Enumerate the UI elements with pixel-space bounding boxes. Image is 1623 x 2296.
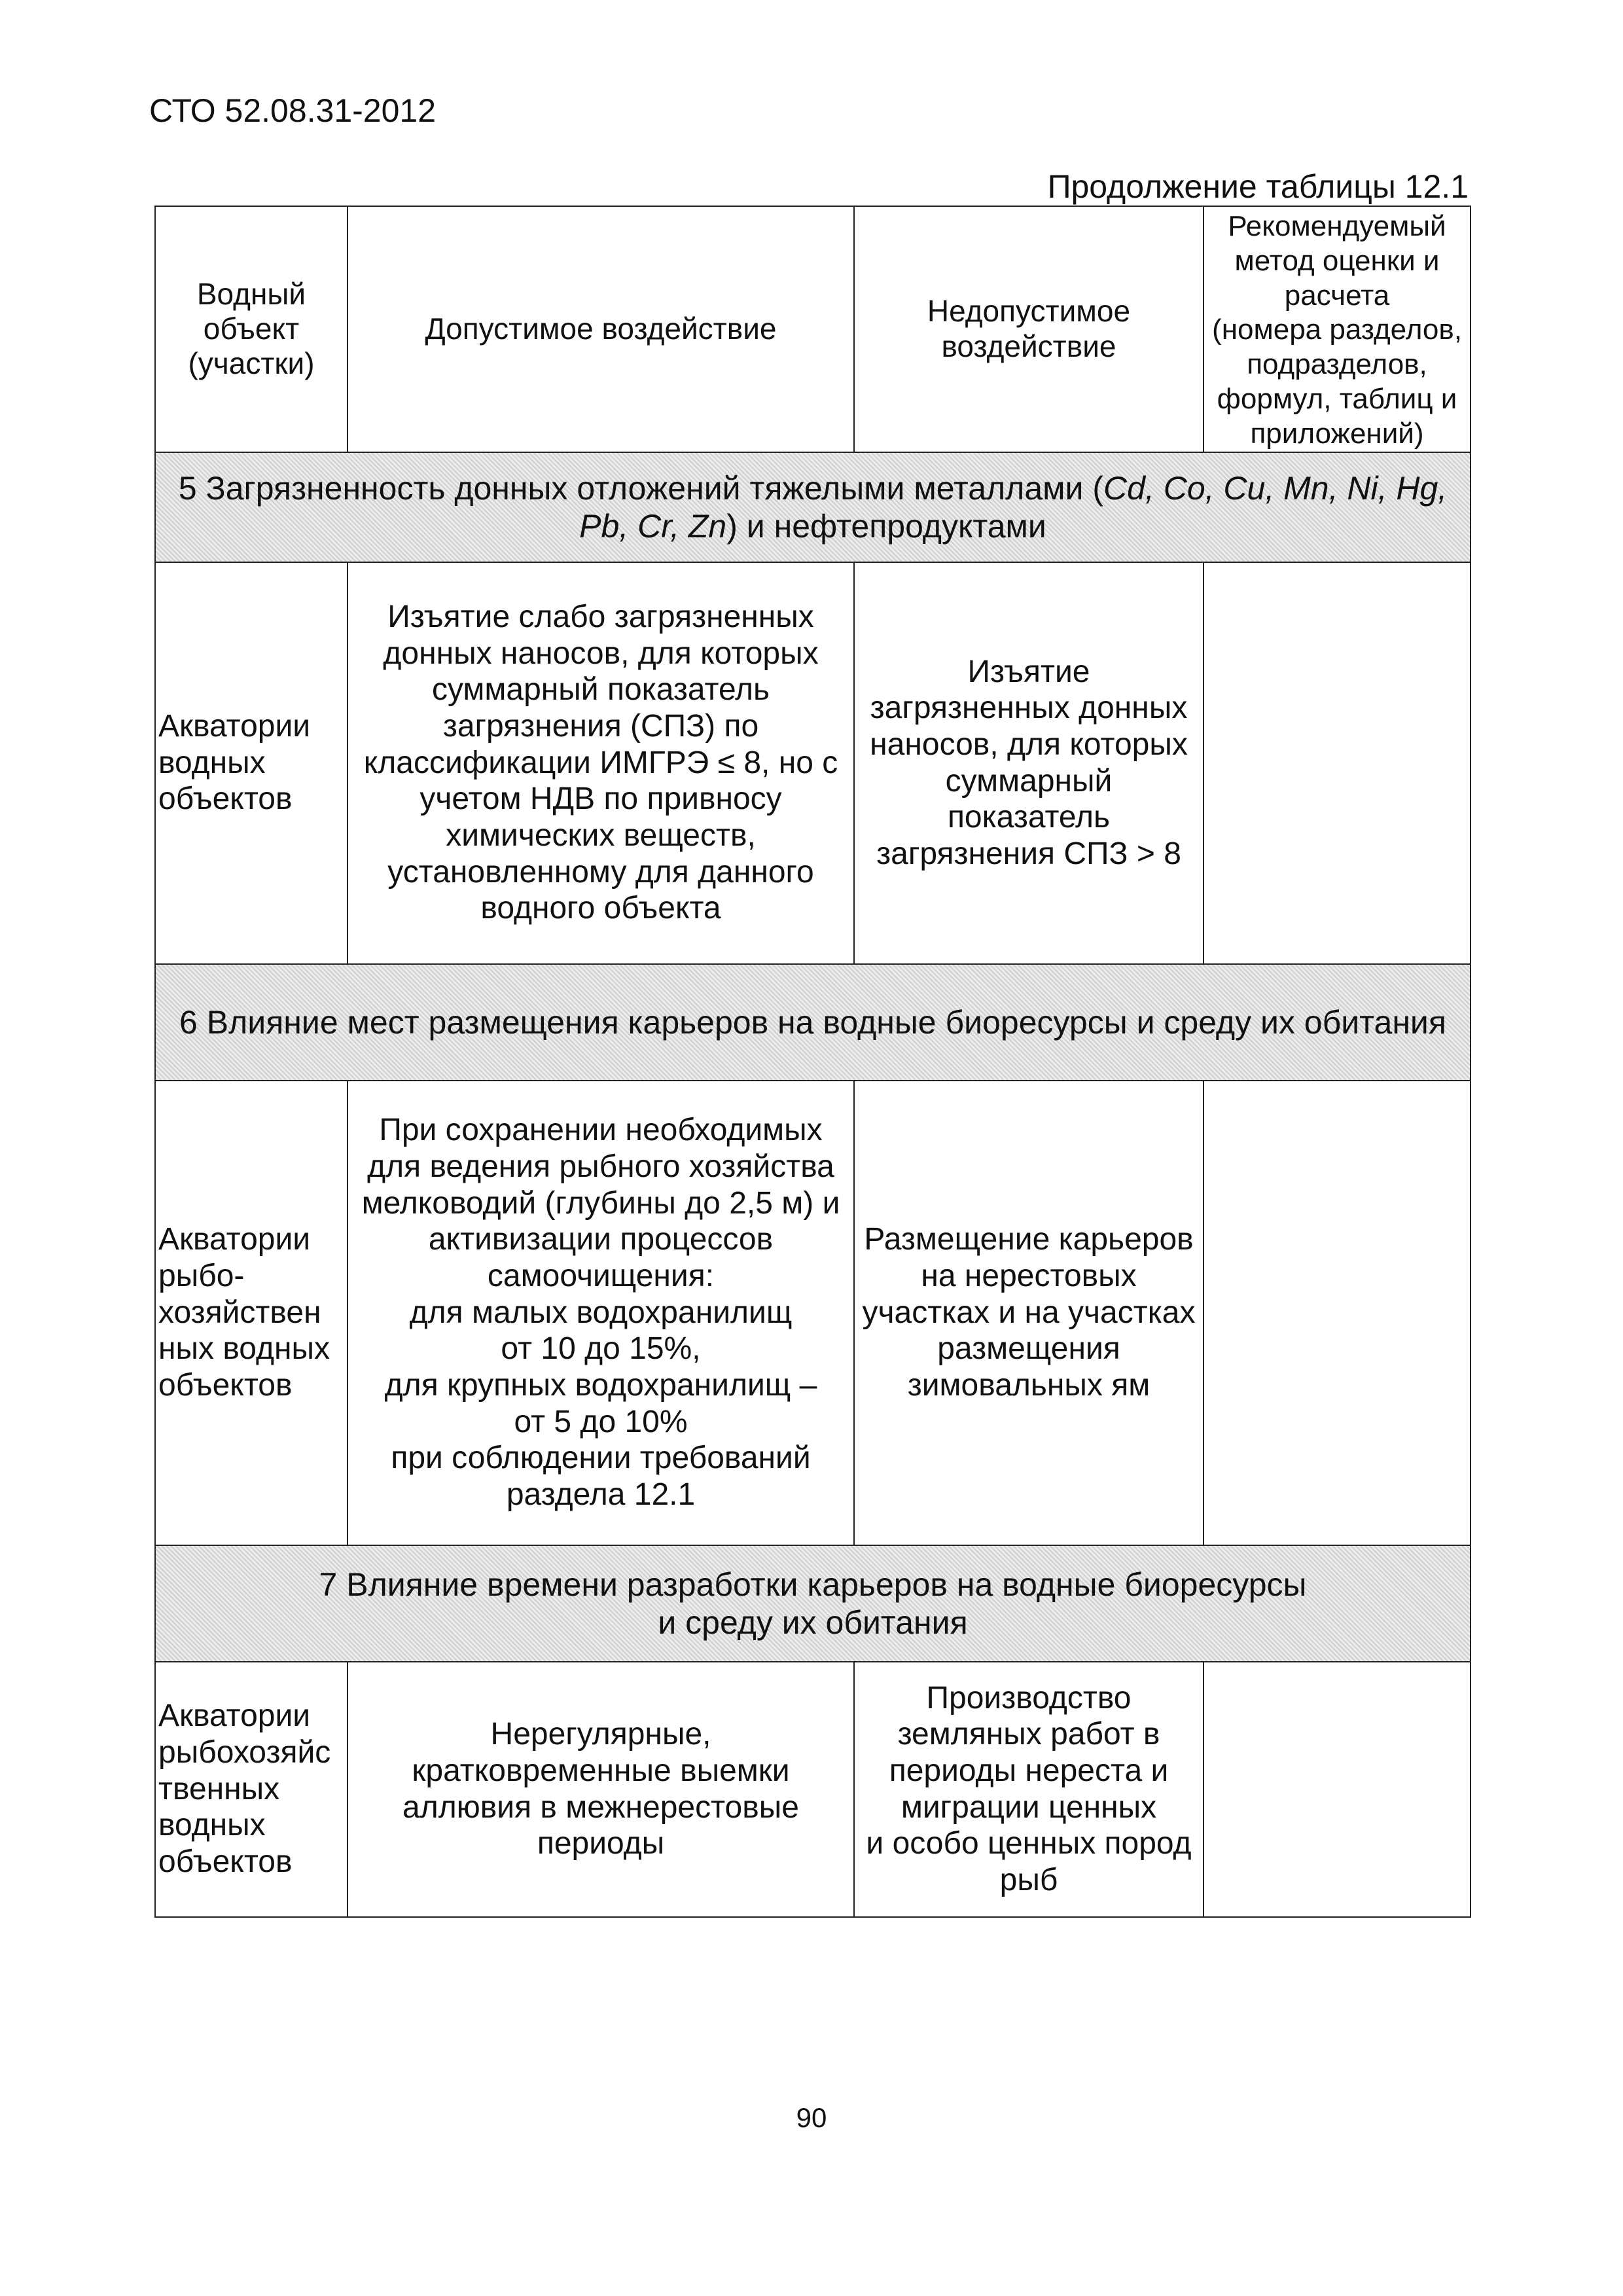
cell-line: водных [158,1808,266,1843]
section-title-metals: Pb, Cr, Zn [579,507,727,545]
table-row [155,562,1471,964]
cell-line: химических веществ, [446,818,756,853]
cell-line: классификации ИМГРЭ ≤ 8, но с [363,745,838,780]
header-line: приложений) [1250,417,1424,450]
section-title-text: и среду их обитания [658,1604,968,1641]
cell-line: показатель [947,800,1111,835]
header-line: воздействие [941,329,1116,363]
cell-water-object [155,1662,348,1917]
cell-line: Производство [926,1680,1132,1715]
cell-line: от 10 до 15%, [501,1331,701,1367]
cell-line: суммарный показатель [431,672,770,708]
cell-line: Акватории [158,1698,311,1734]
cell-line: активизации процессов [428,1222,774,1257]
header-impermissible-impact [854,206,1204,452]
cell-permissible-impact [348,1081,854,1545]
cell-permissible-impact [348,1662,854,1917]
cell-line: Изъятие [967,654,1090,689]
cell-line: Размещение карьеров [864,1222,1194,1257]
cell-line: кратковременные выемки [412,1753,790,1788]
cell-line: суммарный [945,763,1113,798]
cell-line: ных водных [158,1331,330,1367]
cell-line: участках и на участках [862,1295,1196,1330]
header-line: подразделов, [1247,348,1427,381]
cell-recommended-method [1204,562,1471,964]
cell-line: Нерегулярные, [490,1717,711,1752]
cell-line: рыбохозяйс [158,1735,331,1770]
cell-permissible-impact [348,562,854,964]
cell-line: хозяйствен [158,1295,321,1330]
cell-line: самоочищения: [487,1259,715,1294]
cell-line: водных [158,745,266,780]
section-row-5 [155,452,1471,562]
cell-line: зимовальных ям [907,1368,1150,1403]
cell-line: и особо ценных пород [866,1826,1192,1861]
cell-recommended-method [1204,1662,1471,1917]
cell-line: твенных [158,1771,280,1806]
cell-line: объектов [158,1368,293,1403]
cell-line: наносов, для которых [870,726,1188,762]
section-title-text: 5 Загрязненность донных отложений тяжелыми металлами ( [178,469,1104,507]
cell-line: При сохранении необходимых [379,1113,823,1148]
table-continuation-caption: Продолжение таблицы 12.1 [1047,168,1469,205]
section-row-6 [155,964,1471,1081]
header-line: (участки) [188,346,315,381]
cell-line: на нерестовых [921,1259,1137,1294]
cell-recommended-method [1204,1081,1471,1545]
section-row-7 [155,1545,1471,1662]
cell-water-object [155,562,348,964]
requirements-table [154,206,1471,1918]
cell-line: размещения [937,1331,1120,1367]
cell-water-object [155,1081,348,1545]
section-title-5 [155,452,1471,562]
header-water-object [155,206,348,452]
section-title-text: 7 Влияние времени разработки карьеров на водные биоресурсы [319,1566,1307,1603]
cell-line: аллювия в межнерестовые [402,1789,799,1825]
document-code: СТО 52.08.31-2012 [149,92,437,129]
header-line: Водный [196,276,306,311]
header-line: (номера разделов, [1212,314,1462,346]
cell-line: периоды [537,1826,665,1861]
cell-line: Акватории [158,1222,311,1257]
cell-line: земляных работ в [897,1717,1160,1752]
cell-impermissible-impact [854,562,1204,964]
cell-line: Изъятие слабо загрязненных [387,600,814,635]
cell-line: объектов [158,1844,293,1880]
cell-line: загрязнения СПЗ > 8 [876,836,1181,871]
cell-line: для малых водохранилищ [409,1295,793,1330]
table-header-row [155,206,1471,452]
header-line: Рекомендуемый [1228,210,1446,242]
cell-line: периоды нереста и [889,1753,1169,1788]
header-line: Недопустимое [927,294,1131,329]
table-row [155,1662,1471,1917]
cell-line: мелководий (глубины до 2,5 м) и [361,1185,840,1221]
cell-impermissible-impact [854,1081,1204,1545]
header-line: расчета [1284,279,1390,312]
cell-line: от 5 до 10% [514,1404,688,1439]
cell-impermissible-impact [854,1662,1204,1917]
cell-line: загрязненных донных [870,691,1188,726]
table-row [155,1081,1471,1545]
cell-line: установленному для данного [387,854,814,889]
cell-line: загрязнения (СПЗ) по [442,709,759,744]
cell-line: учетом НДВ по привносу [419,781,782,817]
header-line: объект [203,312,300,346]
header-line: формул, таблиц и [1217,382,1457,415]
cell-line: миграции ценных [901,1789,1157,1825]
cell-line: водного объекта [480,891,721,926]
cell-line: донных наносов, для которых [383,636,819,671]
cell-line: объектов [158,781,293,817]
page-number: 90 [796,2102,827,2133]
cell-line: для крупных водохранилищ – [384,1368,817,1403]
cell-line: для ведения рыбного хозяйства [367,1149,834,1185]
section-title-metals: Cd, Co, Cu, Mn, Ni, Hg, [1103,469,1448,507]
cell-line: рыб [999,1862,1058,1897]
section-title-7 [155,1545,1471,1662]
section-title-6: 6 Влияние мест размещения карьеров на водные биоресурсы и среду их обитания [155,964,1471,1081]
section-title-text: ) и нефтепродуктами [726,507,1046,545]
cell-line: Акватории [158,709,311,744]
cell-line: рыбо- [158,1259,245,1294]
header-recommended-method [1204,206,1471,452]
cell-line: при соблюдении требований [391,1441,811,1476]
header-permissible-impact: Допустимое воздействие [348,206,854,452]
header-line: метод оценки и [1234,244,1440,277]
cell-line: раздела 12.1 [506,1477,696,1513]
